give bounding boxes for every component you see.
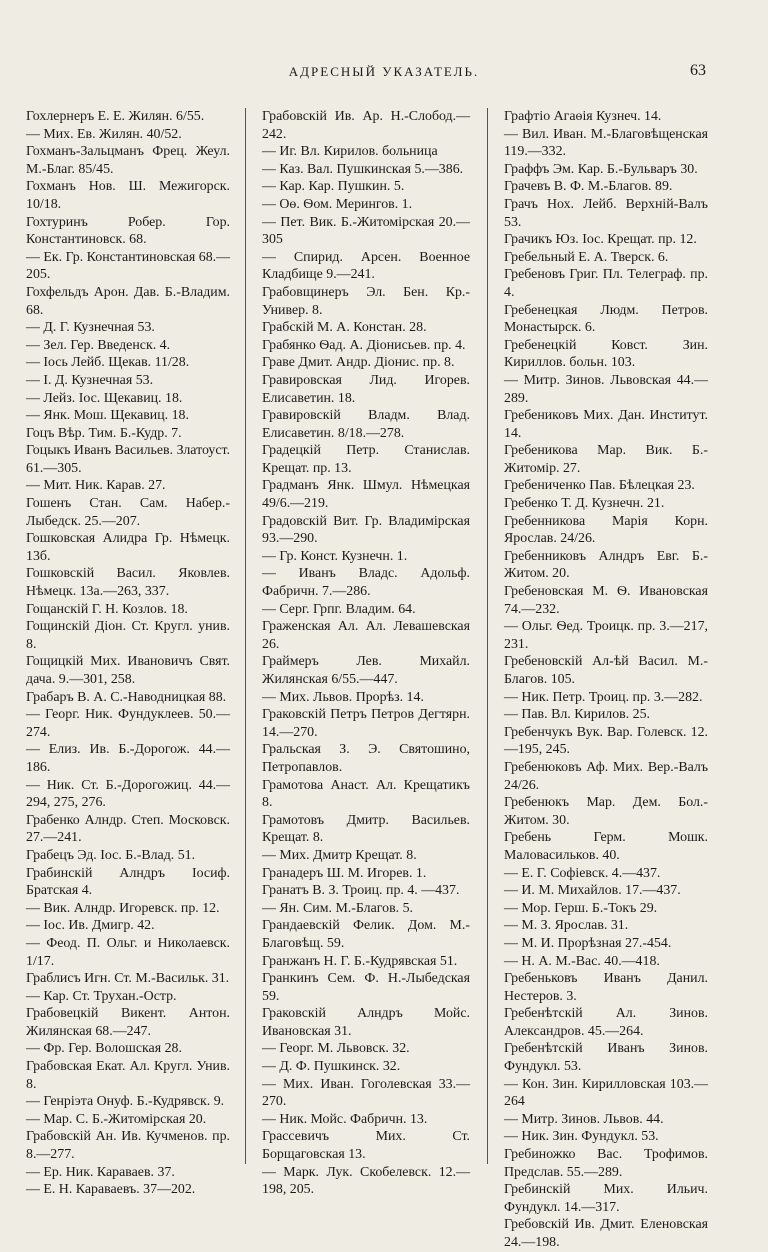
directory-entry: Гребенецкій Ковст. Зин. Кириллов. больн. 103. [504, 337, 708, 371]
directory-entry: Гранкинъ Сем. Ф. Н.-Лыбедская 59. [262, 971, 470, 1004]
directory-entry: Грабинскій Алндръ Іосиф. Братская 4. [26, 865, 230, 899]
directory-entry: Гребенко Т. Д. Кузнечн. 21. [504, 496, 665, 512]
running-title: АДРЕСНЫЙ УКАЗАТЕЛЬ. [288, 64, 480, 79]
directory-entry: Гребенюкъ Мар. Дем. Бол.-Житом. 30. [504, 795, 708, 828]
directory-entry: — Ер. Ник. Караваев. 37. [26, 1164, 175, 1180]
directory-entry: Грабскій М. А. Констан. 28. [262, 320, 427, 336]
directory-entry: — И. М. Михайлов. 17.—437. [504, 883, 681, 899]
directory-entry: — Мих. Ев. Жилян. 40/52. [26, 126, 182, 142]
directory-entry: — Зел. Гер. Введенск. 4. [26, 337, 171, 353]
directory-entry: — Митр. Зинов. Львовская 44.—289. [504, 372, 708, 406]
directory-entry: Гребенюковъ Аф. Мих. Вер.-Валъ 24/26. [504, 759, 708, 793]
directory-entry: Грабянко Ѳад. А. Діонисьев. пр. 4. [262, 337, 466, 353]
directory-entry: Граблисъ Игн. Ст. М.-Васильк. 31. [26, 971, 230, 987]
directory-entry: — Кар. Ст. Трухан.-Остр. [26, 988, 177, 1004]
directory-entry: Графтіо Агаѳія Кузнеч. 14. [504, 109, 662, 124]
directory-entry: — М. З. Ярослав. 31. [504, 918, 629, 934]
directory-entry: Градовскій Вит. Гр. Владимірская 93.—290. [262, 513, 470, 547]
directory-entry: — Елиз. Ив. Б.-Дорогож. 44.—186. [26, 742, 230, 775]
directory-entry: — Ник. Мойс. Фабричн. 13. [262, 1111, 428, 1127]
directory-entry: Гребовскій Ив. Дмит. Еленовская 24.—198. [504, 1217, 708, 1250]
directory-entry: Гребенѣтскій Ал. Зинов. Александров. 45.—264. [504, 1006, 708, 1039]
directory-entry: — Иванъ Владс. Адольф. Фабричн. 7.—286. [262, 566, 470, 600]
directory-entry: Гребеникова Мар. Вик. Б.-Житомір. 27. [504, 443, 708, 476]
directory-entry: — Лейз. Іос. Щекавиц. 18. [26, 390, 183, 406]
directory-entry: Грабовскій Ан. Ив. Кучменов. пр. 8.—277. [26, 1129, 230, 1163]
directory-entry: — Ян. Сим. М.-Благов. 5. [262, 900, 413, 916]
directory-entry: — Гр. Конст. Кузнечн. 1. [262, 548, 408, 564]
directory-entry: Гохфельдъ Арон. Дав. Б.-Владим. 68. [26, 284, 230, 318]
directory-entry: Гребеновская М. Ѳ. Ивановская 74.—232. [504, 584, 708, 617]
directory-entry: Гохманъ Нов. Ш. Межигорск. 10/18. [26, 179, 230, 212]
directory-entry: Граймеръ Лев. Михайл. Жилянская 6/55.—447. [262, 654, 470, 687]
directory-entry: — Генріэта Онуф. Б.-Кудрявск. 9. [26, 1094, 225, 1110]
page-number: 63 [690, 62, 706, 79]
directory-entry: — Кар. Кар. Пушкин. 5. [262, 179, 405, 195]
directory-entry: Грандаевскій Фелик. Дом. М.-Благовѣщ. 59. [262, 918, 470, 951]
directory-entry: Гранжанъ Н. Г. Б.-Кудрявская 51. [262, 953, 458, 969]
directory-entry: — Ник. Зин. Фундукл. 53. [504, 1129, 659, 1145]
directory-entry: — Іось Лейб. Щекав. 11/28. [26, 355, 190, 371]
directory-entry: Гоцъ Вѣр. Тим. Б.-Кудр. 7. [26, 425, 182, 441]
directory-entry: — Пет. Вик. Б.-Житомірская 20.—305 [262, 214, 470, 248]
directory-entry: — Фр. Гер. Волошская 28. [26, 1041, 182, 1057]
directory-entry: Грамотова Анаст. Ал. Крещатикъ 8. [262, 777, 470, 811]
directory-entry: Грабецъ Эд. Іос. Б.-Влад. 51. [26, 847, 196, 863]
directory-entry: — Серг. Грпг. Владим. 64. [262, 601, 416, 617]
directory-entry: Грамотовъ Дмитр. Васильев. Крещат. 8. [262, 812, 470, 846]
directory-entry: Градецкій Петр. Станислав. Крещат. пр. 13. [262, 443, 470, 476]
directory-entry: — Мит. Ник. Карав. 27. [26, 478, 166, 494]
directory-entry: — Е. Н. Караваевъ. 37—202. [26, 1182, 196, 1198]
directory-entry: Гребенѣтскій Иванъ Зинов. Фундукл. 53. [504, 1041, 708, 1075]
directory-entry: Гохлернеръ Е. Е. Жилян. 6/55. [26, 109, 205, 124]
directory-entry: Грачевъ В. Ф. М.-Благов. 89. [504, 179, 673, 195]
directory-entry: Гощицкій Мих. Ивановичъ Свят. дача. 9.—301, 258. [26, 654, 230, 687]
directory-entry: — Мих. Дмитр Крещат. 8. [262, 847, 417, 863]
directory-entry: Гоцыкъ Иванъ Васильев. Златоуст. 61.—305. [26, 443, 230, 476]
directory-entry: — Митр. Зинов. Львов. 44. [504, 1111, 664, 1127]
directory-entry: Градманъ Янк. Шмул. Нѣмецкая 49/6.—219. [262, 478, 470, 512]
directory-entry: — Пав. Вл. Кирилов. 25. [504, 707, 651, 723]
directory-entry: — Каз. Вал. Пушкинская 5.—386. [262, 161, 464, 177]
directory-entry: Гохтуринъ Робер. Гор. Константиновск. 68. [26, 214, 230, 248]
directory-entry: Граковскій Петръ Петров Дегтярн. 14.—270. [262, 707, 470, 740]
directory-entry: — Д. Г. Кузнечная 53. [26, 320, 155, 336]
directory-entry: Грачъ Нох. Лейб. Верхній-Валъ 53. [504, 196, 708, 230]
page-header [0, 64, 768, 84]
directory-entry: — Ник. Ст. Б.-Дорогожиц. 44.—294, 275, 276. [26, 777, 230, 811]
directory-entry: Гребиножко Вас. Трофимов. Предслав. 55.—289. [504, 1147, 708, 1180]
directory-entry: — Иг. Вл. Кирилов. больница [262, 144, 438, 160]
directory-entry: Грабовская Екат. Ал. Кругл. Унив. 8. [26, 1059, 230, 1092]
directory-entry: Гощинскій Діон. Ст. Кругл. унив. 8. [26, 619, 230, 652]
directory-entry: — Д. Ф. Пушкинск. 32. [262, 1059, 401, 1075]
directory-entry: Гребельный Е. А. Тверск. 6. [504, 249, 669, 265]
directory-entry: — М. И. Прорѣзная 27.-454. [504, 935, 672, 951]
directory-entry: — Феод. П. Ольг. и Николаевск. 1/17. [26, 935, 230, 969]
column-2 [262, 108, 470, 1199]
directory-entry: Гравировская Лид. Игорев. Елисаветин. 18. [262, 372, 470, 406]
directory-entry: Грачикъ Юз. Іос. Крещат. пр. 12. [504, 232, 697, 248]
directory-entry: Гранадеръ Ш. М. Игорев. 1. [262, 865, 427, 881]
directory-entry: Грабаръ В. А. С.-Наводницкая 88. [26, 689, 227, 705]
directory-entry: — Е. Г. Софіевск. 4.—437. [504, 865, 661, 881]
directory-entry: — Вил. Иван. М.-Благовѣщенская 119.—332. [504, 126, 708, 160]
directory-entry: Гошенъ Стан. Сам. Набер.-Лыбедск. 25.—207. [26, 496, 230, 529]
directory-entry: Грабовскій Ив. Ар. Н.-Слобод.—242. [262, 109, 470, 142]
directory-entry: Гребеновъ Григ. Пл. Телеграф. пр. 4. [504, 267, 708, 300]
directory-entry: — Янк. Мош. Щекавиц. 18. [26, 408, 189, 424]
directory-entry: — Георг. М. Львовск. 32. [262, 1041, 410, 1057]
directory-entry: — Мор. Герш. Б.-Токъ 29. [504, 900, 658, 916]
column-1 [26, 108, 230, 1199]
directory-entry: — Мих. Львов. Прорѣз. 14. [262, 689, 424, 705]
directory-entry: Гошковская Алидра Гр. Нѣмецк. 13б. [26, 531, 230, 564]
directory-entry: — Вик. Алндр. Игоревск. пр. 12. [26, 900, 220, 916]
directory-entry: Граженская Ал. Ал. Левашевская 26. [262, 619, 470, 652]
directory-entry: Грабовщинеръ Эл. Бен. Кр.-Универ. 8. [262, 284, 470, 318]
directory-entry: Граве Дмит. Андр. Діонис. пр. 8. [262, 355, 455, 371]
directory-entry: Гребинскій Мих. Ильич. Фундукл. 14.—317. [504, 1182, 708, 1215]
directory-entry: Гравировскій Владм. Влад. Елисаветин. 8/18.—278. [262, 408, 470, 441]
directory-entry: — Мар. С. Б.-Житомірская 20. [26, 1111, 207, 1127]
directory-entry: Грабенко Алндр. Степ. Московск. 27.—241. [26, 812, 230, 846]
directory-entry: Гохманъ-Зальцманъ Фрец. Жеул. М.-Благ. 85/45. [26, 144, 230, 177]
column-divider [245, 108, 246, 1164]
directory-entry: — Мих. Иван. Гоголевская 33.—270. [262, 1076, 470, 1110]
directory-entry: — Ник. Петр. Троиц. пр. 3.—282. [504, 689, 703, 705]
column-3 [504, 108, 708, 1252]
directory-entry: — Кон. Зин. Кирилловская 103.—264 [504, 1076, 708, 1110]
directory-entry: Гребеньковъ Иванъ Данил. Нестеров. 3. [504, 971, 708, 1004]
directory-entry: — Георг. Ник. Фундуклеев. 50.—274. [26, 707, 230, 740]
directory-entry: — Спирид. Арсен. Военное Кладбище 9.—241. [262, 249, 470, 283]
directory-entry: — Оѳ. Ѳом. Мерингов. 1. [262, 196, 413, 212]
directory-entry: Гребенниковъ Алндръ Евг. Б.-Житом. 20. [504, 548, 708, 582]
directory-entry: Грассевичъ Мих. Ст. Борщаговская 13. [262, 1129, 470, 1163]
directory-entry: Гощанскій Г. Н. Козлов. 18. [26, 601, 188, 617]
directory-entry: Гошковскій Васил. Яковлев. Нѣмецк. 13а.—263, 337. [26, 566, 230, 600]
directory-entry: — Іос. Ив. Дмигр. 42. [26, 918, 155, 934]
directory-entry: Гребеновскій Ал-ѣй Васил. М.-Благов. 105. [504, 654, 708, 687]
directory-entry: Граффъ Эм. Кар. Б.-Бульваръ 30. [504, 161, 698, 177]
directory-entry: Гральская З. Э. Святошино, Петропавлов. [262, 742, 470, 775]
directory-entry: Гребенникова Марія Корн. Ярослав. 24/26. [504, 513, 708, 547]
directory-entry: Гребенецкая Людм. Петров. Монастырск. 6. [504, 302, 708, 336]
directory-entry: Граковскій Алндръ Мойс. Ивановская 31. [262, 1006, 470, 1039]
directory-entry: Грабовецкій Викент. Антон. Жилянская 68.—247. [26, 1006, 230, 1039]
directory-entry: — Марк. Лук. Скобелевск. 12.—198, 205. [262, 1164, 470, 1198]
directory-entry: Гребенчукъ Вук. Вар. Голевск. 12.—195, 245. [504, 724, 708, 758]
directory-entry: Гребениченко Пав. Бѣлецкая 23. [504, 478, 695, 494]
directory-entry: — Ольг. Ѳед. Троицк. пр. 3.—217, 231. [504, 619, 708, 652]
directory-entry: — Н. А. М.-Вас. 40.—418. [504, 953, 660, 969]
directory-entry: — І. Д. Кузнечная 53. [26, 372, 154, 388]
directory-entry: Гребень Герм. Мошк. Маловасильков. 40. [504, 830, 708, 863]
column-divider [487, 108, 488, 1164]
directory-entry: — Ек. Гр. Константиновская 68.—205. [26, 249, 230, 283]
directory-entry: Гребениковъ Мих. Дан. Институт. 14. [504, 408, 708, 441]
directory-entry: Гранатъ В. З. Троиц. пр. 4. —437. [262, 883, 460, 899]
